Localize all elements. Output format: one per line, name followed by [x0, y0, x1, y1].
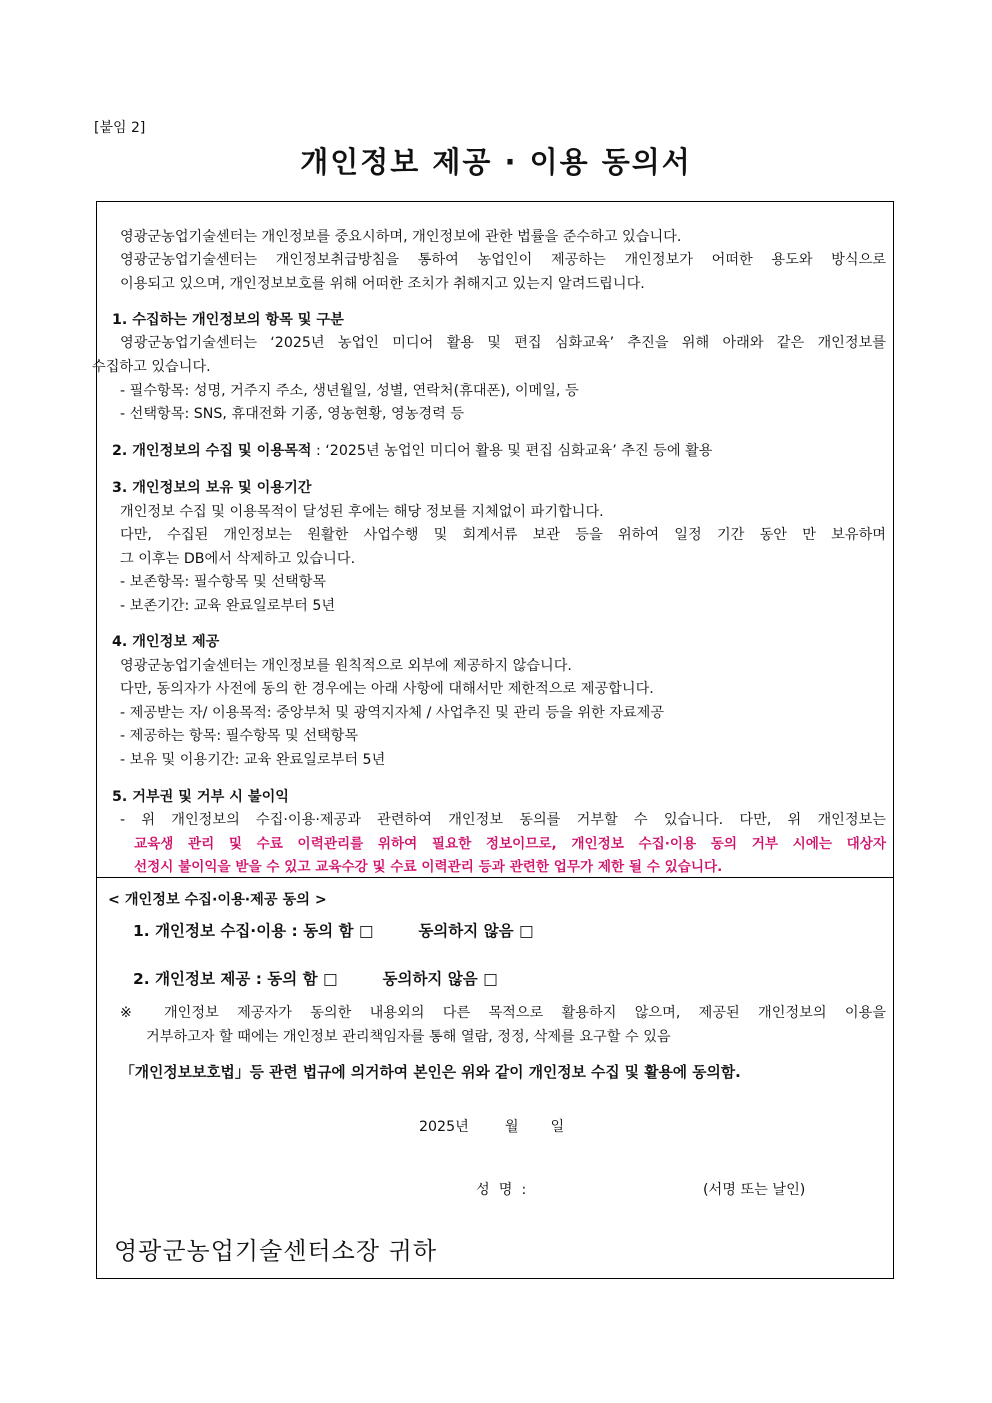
- law-statement: 「개인정보보호법」등 관련 법규에 의거하여 본인은 위와 같이 개인정보 수집 및 활용에 동의함.: [120, 1064, 741, 1081]
- section-2-text: : ‘2025년 농업인 미디어 활용 및 편집 심화교육’ 추진 등에 활용: [311, 443, 713, 459]
- document-title: 개인정보 제공 · 이용 동의서: [300, 145, 692, 179]
- section-4-line-2: 다만, 동의자가 사전에 동의 한 경우에는 아래 사항에 대해서만 제한적으로 제공합니다.: [120, 681, 654, 697]
- section-1-line-1: 영광군농업기술센터는 ‘2025년 농업인 미디어 활용 및 편집 심화교육’ 추진을 위해 아래와 같은 개인정보를: [120, 335, 886, 351]
- consent-item-2-agree-checkbox[interactable]: □: [323, 970, 338, 988]
- date-year: 2025년: [419, 1119, 469, 1135]
- intro-line-1: 영광군농업기술센터는 개인정보를 중요시하며, 개인정보에 관한 법률을 준수하고 있습니다.: [120, 229, 682, 245]
- consent-item-2-disagree-label: 동의하지 않음: [382, 970, 478, 988]
- section-1-required-items: - 필수항목: 성명, 거주지 주소, 생년월일, 성별, 연락처(휴대폰), 이메일, 등: [120, 383, 579, 399]
- section-4-item-2: - 제공하는 항목: 필수항목 및 선택항목: [120, 728, 359, 744]
- section-1-line-2: 수집하고 있습니다.: [92, 359, 211, 375]
- section-3-line-2: 다만, 수집된 개인정보는 원활한 사업수행 및 회계서류 보관 등을 위하여 일정 기간 동안 만 보유하며: [120, 527, 886, 543]
- section-5-line-1: - 위 개인정보의 수집·이용·제공과 관련하여 개인정보 동의를 거부할 수 있습니다. 다만, 위 개인정보는: [120, 812, 886, 828]
- date-day: 일: [550, 1119, 565, 1135]
- consent-item-1: [133, 921, 534, 941]
- section-5-heading: 5. 거부권 및 거부 시 불이익: [112, 789, 290, 805]
- section-5-warning-line-2: 선정시 불이익을 받을 수 있고 교육수강 및 수료 이력관리 등과 관련한 업무가 제한 될 수 있습니다.: [134, 859, 723, 875]
- consent-item-1-agree-checkbox[interactable]: □: [358, 922, 374, 940]
- consent-item-2: [133, 969, 498, 989]
- name-label: 성 명 :: [476, 1182, 527, 1198]
- section-1-heading: 1. 수집하는 개인정보의 항목 및 구분: [112, 312, 344, 328]
- section-1-optional-items: - 선택항목: SNS, 휴대전화 기종, 영농현황, 영농경력 등: [120, 406, 465, 422]
- intro-line-3: 이용되고 있으며, 개인정보보호를 위해 어떠한 조치가 취해지고 있는지 알려드립니다.: [120, 276, 645, 292]
- consent-item-2-disagree-checkbox[interactable]: □: [483, 970, 498, 988]
- section-4-heading: 4. 개인정보 제공: [112, 634, 220, 650]
- consent-heading: < 개인정보 수집·이용·제공 동의 >: [108, 892, 327, 908]
- date-month: 월: [504, 1119, 519, 1135]
- section-3-heading: 3. 개인정보의 보유 및 이용기간: [112, 480, 312, 496]
- intro-line-2: 영광군농업기술센터는 개인정보취급방침을 통하여 농업인이 제공하는 개인정보가 어떠한 용도와 방식으로: [120, 252, 886, 268]
- name-field[interactable]: [557, 1176, 697, 1202]
- consent-item-2-label: 2. 개인정보 제공 : 동의 함: [133, 970, 318, 988]
- consent-form-box: [92, 201, 894, 1279]
- consent-item-1-disagree-checkbox[interactable]: □: [518, 922, 534, 940]
- section-3-line-3: 그 이후는 DB에서 삭제하고 있습니다.: [120, 551, 356, 567]
- section-3-item-1: - 보존항목: 필수항목 및 선택항목: [120, 574, 327, 590]
- section-3-item-2: - 보존기간: 교육 완료일로부터 5년: [120, 598, 336, 614]
- consent-note-line-2: 거부하고자 할 때에는 개인정보 관리책임자를 통해 열람, 정정, 삭제를 요구할 수 있음: [146, 1029, 671, 1045]
- section-3-line-1: 개인정보 수집 및 이용목적이 달성된 후에는 해당 정보를 지체없이 파기합니다.: [120, 504, 604, 520]
- section-4-item-1: - 제공받는 자/ 이용목적: 중앙부처 및 광역지자체 / 사업추진 및 관리 등을 위한 자료제공: [120, 705, 665, 721]
- consent-item-1-disagree-label: 동의하지 않음: [418, 922, 514, 940]
- date-line: [419, 1117, 564, 1137]
- section-5-warning-line-1: 교육생 관리 및 수료 이력관리를 위하여 필요한 정보이므로, 개인정보 수집·이용 동의 거부 시에는 대상자: [134, 836, 886, 852]
- signature-hint: (서명 또는 날인): [703, 1182, 806, 1198]
- recipient-line: 영광군농업기술센터소장 귀하: [114, 1237, 438, 1265]
- section-2-line: [112, 441, 713, 461]
- consent-note-line-1: ※ 개인정보 제공자가 동의한 내용외의 다른 목적으로 활용하지 않으며, 제공된 개인정보의 이용을: [120, 1005, 886, 1021]
- attachment-label: [붙임 2]: [94, 120, 146, 136]
- section-2-heading: 2. 개인정보의 수집 및 이용목적: [112, 443, 312, 459]
- consent-item-1-label: 1. 개인정보 수집·이용 : 동의 함: [133, 922, 354, 940]
- section-4-item-3: - 보유 및 이용기간: 교육 완료일로부터 5년: [120, 752, 386, 768]
- form-divider: [97, 877, 893, 878]
- section-4-line-1: 영광군농업기술센터는 개인정보를 원칙적으로 외부에 제공하지 않습니다.: [120, 658, 572, 674]
